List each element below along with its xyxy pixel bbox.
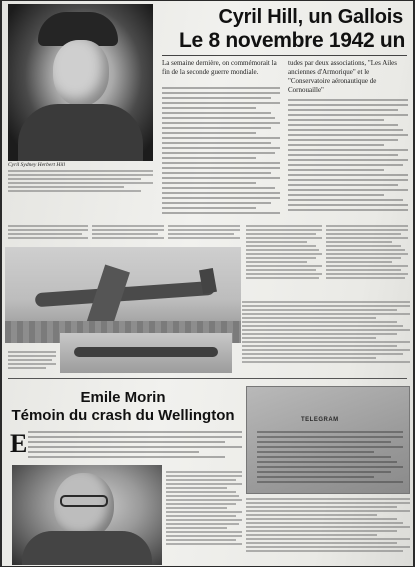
aircraft-tail [199, 268, 217, 294]
drop-cap: E [10, 429, 28, 458]
aircraft-photo-secondary [60, 333, 232, 373]
headline-line-1: Cyril Hill, un Gallois [218, 6, 403, 28]
mid-column-1 [92, 225, 164, 241]
column-a-text [162, 87, 280, 217]
telegram-text [257, 431, 403, 486]
headline-line-2: Le 8 novembre 1942 un [179, 29, 405, 52]
article-name-heading: Emile Morin [80, 389, 166, 406]
article-title-heading: Témoin du crash du Wellington [11, 407, 235, 424]
aircraft-photo [5, 247, 241, 343]
mid-column-left [8, 225, 88, 241]
mid-column-4 [326, 225, 408, 281]
column-a-opening: La semaine dernière, on commémorait la fin de la seconde guerre mondiale. [162, 59, 277, 76]
newspaper-page [2, 1, 413, 566]
bottom-article-text [28, 431, 242, 461]
mid-bottom-right-text [242, 301, 410, 365]
mid-column-3 [246, 225, 322, 281]
column-b-opening: tudes par deux associations, "Les Ailes anciennes d'Armorique" et le "Conservatoire aéronautique de Cornouaille" [288, 59, 398, 94]
pilot-face [53, 40, 109, 106]
portrait-caption: Cyril Sydney Herbert Hill [8, 162, 65, 168]
mid-column-2 [168, 225, 240, 241]
column-b-text [288, 99, 408, 214]
bottom-side-column [166, 471, 242, 547]
mid-bottom-left-text [8, 351, 56, 371]
aircraft-secondary-body [74, 347, 218, 357]
pilot-tunic [18, 104, 143, 161]
telegram-label: TELEGRAM [301, 417, 339, 423]
headline-rule [162, 55, 407, 56]
telegram-caption-text [246, 498, 410, 554]
telegram-document-photo [246, 386, 410, 494]
section-rule [8, 378, 407, 379]
witness-jacket [22, 531, 152, 565]
portrait-caption-text [8, 170, 153, 194]
witness-glasses [60, 495, 108, 507]
pilot-portrait-photo [8, 4, 153, 161]
witness-portrait-photo [12, 465, 162, 565]
